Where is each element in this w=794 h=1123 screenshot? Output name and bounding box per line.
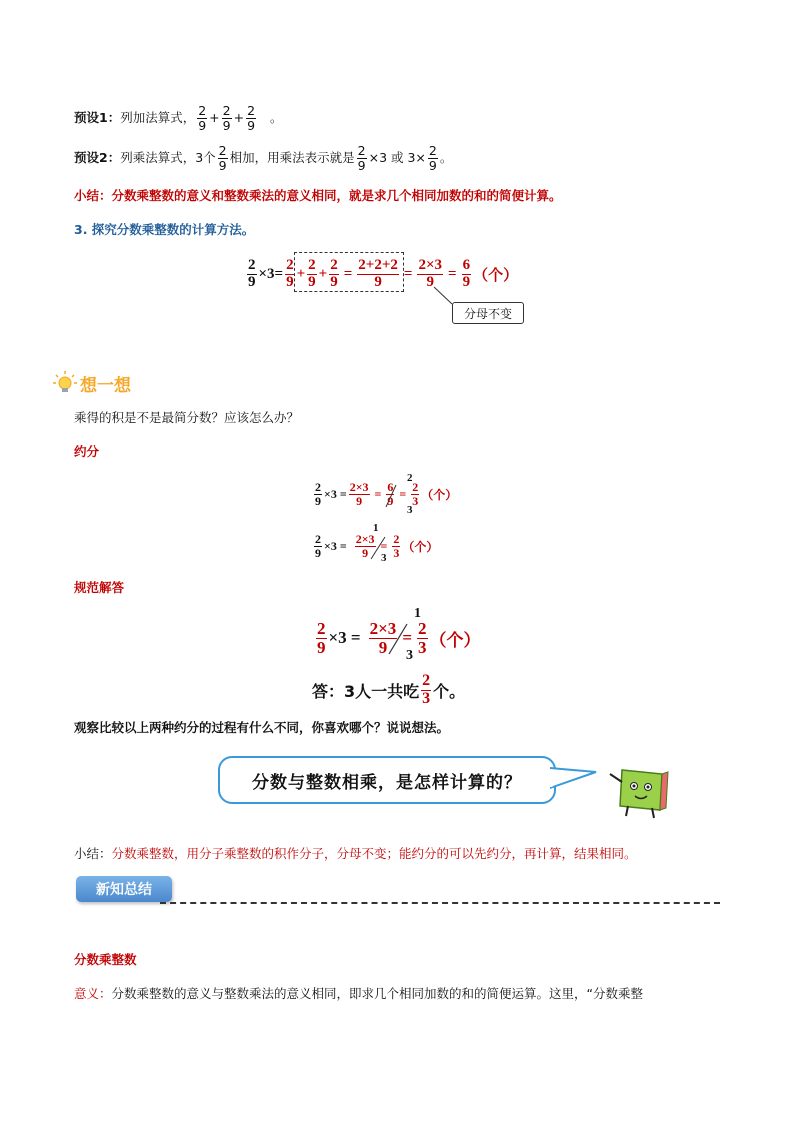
fraction: $\frac{2}{9}$	[222, 103, 231, 133]
note-box: 分母不变	[452, 302, 524, 324]
dashed-box	[294, 252, 404, 292]
fraction: $\frac{2}{9}$	[330, 256, 338, 290]
fraction: $\frac{2}{9}$	[357, 143, 366, 173]
bubble-text: 分数与整数相乘，是怎样计算的？	[252, 772, 522, 793]
fraction: $\frac{2}{9}$	[428, 143, 437, 173]
cancel-fraction: $\frac{6}{9}$	[386, 481, 394, 507]
concept-title: 分数乘整数	[74, 952, 137, 967]
fraction: $\frac{2}{9}$	[315, 479, 321, 508]
reduce-equation-1: $\frac{2}{9}$ ×3 = $\frac{2\times 3}{9}$ = $\frac{6}{9}$ = $\frac{2}{3}$ （个）	[315, 479, 458, 508]
main-equation: $\frac{2}{9}$ ×3= $\frac{2}{9}$ + $\frac{2}{9}$ + $\frac{2}{9}$ = $\frac{2+2+2}{9}$ = $\frac{2\times 3}{9}$ = $\frac{6}{9}$ （个）	[248, 256, 519, 290]
preset2-line: 预设2： 列乘法算式，3个 $\frac{2}{9}$ 相加，用乘法表示就是 $\frac{2}{9}$ ×3 或 3× $\frac{2}{9}$ 。	[74, 143, 453, 173]
reduce1-bottom: 3	[407, 504, 413, 516]
fraction: $\frac{2}{3}$	[418, 618, 427, 657]
fraction: $\frac{2}{9}$	[308, 256, 316, 290]
fraction: $\frac{2}{9}$	[315, 531, 321, 560]
think-header	[52, 370, 131, 396]
fraction: $\frac{2}{3}$	[393, 531, 400, 560]
fraction: $\frac{2}{9}$	[317, 618, 326, 657]
section3-title: 3. 探究分数乘整数的计算方法。	[74, 222, 255, 237]
fraction: $\frac{2}{9}$	[286, 256, 294, 290]
fraction: $\frac{2}{3}$	[422, 671, 431, 707]
standard-bottom: 3	[406, 648, 413, 663]
dashed-divider	[160, 902, 720, 904]
summary2-line: 小结：分数乘整数，用分子乘整数的积作分子，分母不变；能约分的可以先约分，再计算，结果相同。	[74, 846, 637, 861]
fraction: $\frac{2}{9}$	[198, 103, 207, 133]
fraction: $\frac{2}{9}$	[218, 143, 227, 173]
reduce-equation-2: $\frac{2}{9}$ ×3 = $\frac{2\times 3}{9}$ = $\frac{2}{3}$ （个）	[315, 531, 439, 560]
reduce1-top: 2	[407, 472, 413, 484]
think-question: 乘得的积是不是最简分数？应该怎么办？	[74, 410, 300, 425]
fraction: $\frac{2}{9}$	[247, 103, 256, 133]
standard-answer: 答：3人一共吃 $\frac{2}{3}$ 个。	[312, 671, 466, 707]
bubble-tail	[550, 764, 600, 794]
fraction: $\frac{2}{9}$	[248, 256, 256, 290]
reduce2-bottom: 3	[381, 552, 387, 564]
preset2-label: 预设2：	[74, 150, 121, 165]
new-knowledge-summary-button[interactable]: 新知总结	[76, 876, 172, 902]
standard-top: 1	[414, 606, 421, 621]
standard-equation: $\frac{2}{9}$ ×3 = $\frac{2\times 3}{9}$ = $\frac{2}{3}$ （个）	[317, 618, 481, 657]
summary1-line: 小结：分数乘整数的意义和整数乘法的意义相同，就是求几个相同加数的和的简便计算。	[74, 188, 562, 203]
concept-meaning: 意义：分数乘整数的意义与整数乘法的意义相同，即求几个相同加数的和的简便运算。这里，“分数乘整	[74, 986, 643, 1001]
preset1-label: 预设1：	[74, 110, 121, 125]
fraction: $\frac{2\times 3}{9}$	[349, 479, 369, 508]
cancel-fraction: $\frac{2\times 3}{9}$	[355, 533, 376, 559]
reduce-label: 约分	[74, 444, 100, 459]
lightbulb-icon	[52, 370, 78, 396]
fraction: $\frac{2}{3}$	[412, 479, 419, 508]
preset1-line: 预设1： 列加法算式， $\frac{2}{9}$ + $\frac{2}{9}$ + $\frac{2}{9}$ 。	[74, 103, 283, 133]
preset1-text: 列加法算式，	[120, 110, 196, 125]
observe-text: 观察比较以上两种约分的过程有什么不同，你喜欢哪个？说说想法。	[74, 720, 450, 735]
standard-label: 规范解答	[74, 580, 125, 595]
think-title: 想一想	[80, 375, 131, 396]
cancel-fraction: $\frac{2\times 3}{9}$	[369, 620, 398, 657]
fraction: $\frac{2+2+2}{9}$	[358, 256, 398, 290]
speech-bubble	[218, 756, 556, 804]
book-mascot-icon	[604, 760, 674, 820]
reduce2-top: 1	[373, 522, 379, 534]
fraction: $\frac{6}{9}$	[462, 256, 471, 290]
fraction: $\frac{2\times 3}{9}$	[418, 256, 443, 290]
